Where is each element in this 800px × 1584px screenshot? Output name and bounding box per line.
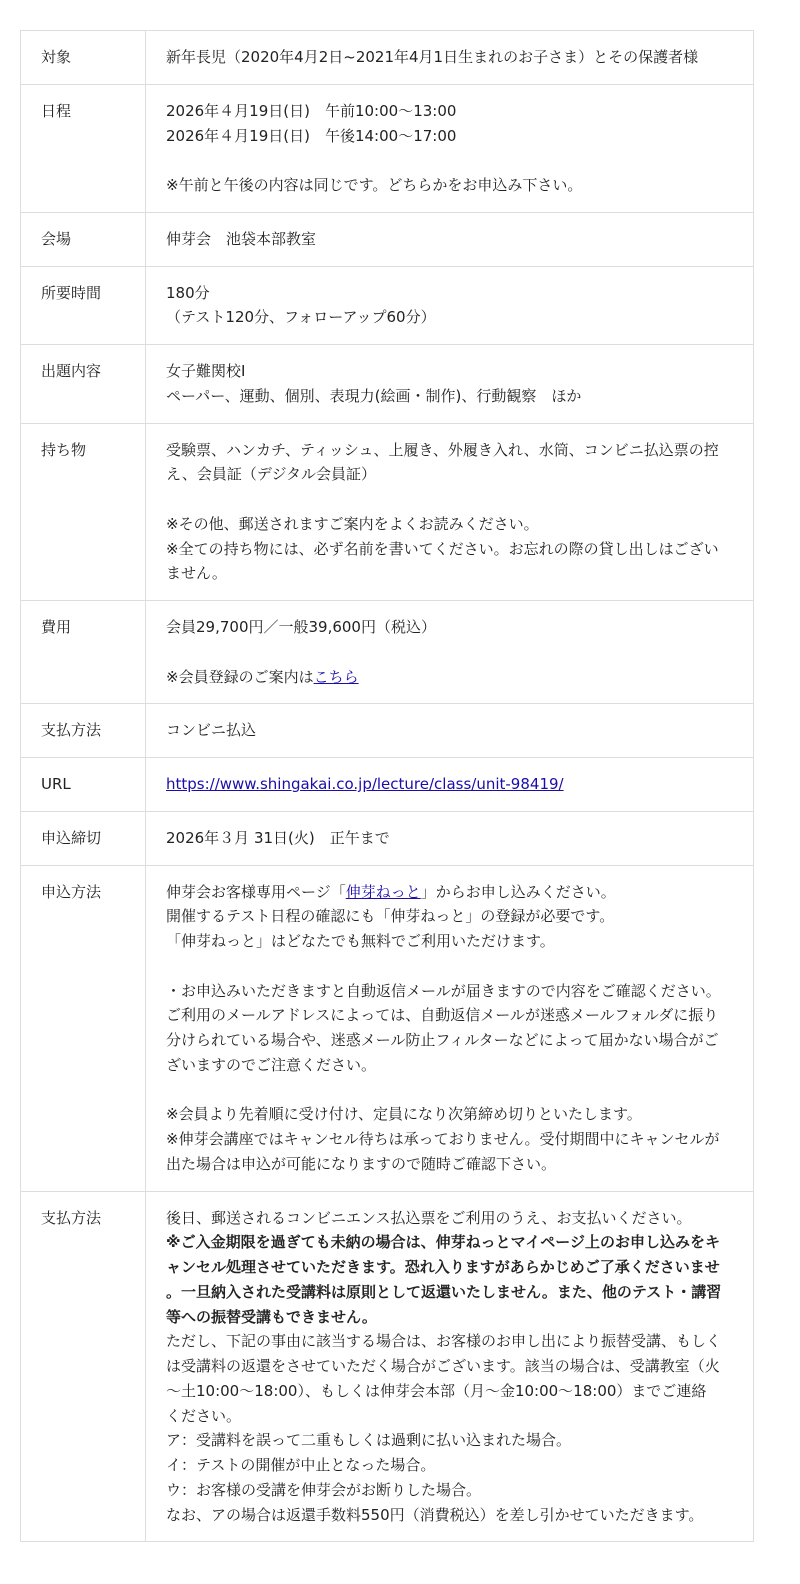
fee-line-1: 会員29,700円／一般39,600円（税込） (166, 618, 436, 636)
apply-line-6: 分けられている場合や、迷惑メール防止フィルターなどによって届かない場合がご (166, 1031, 719, 1049)
label-apply: 申込方法 (21, 865, 146, 1191)
belongings-note-2b: ません。 (166, 564, 227, 583)
duration-line-2: （テスト120分、フォローアップ60分） (166, 308, 436, 327)
label-payment-details: 支払方法 (21, 1191, 146, 1542)
label-belongings: 持ち物 (21, 423, 146, 601)
value-fee (146, 601, 754, 704)
apply-line-3: 「伸芽ねっと」はどなたでも無料でご利用いただけます。 (166, 932, 555, 950)
payment-warning-3: 。一旦納入された受講料は原則として返還いたしません。また、他のテスト・講習 (166, 1282, 722, 1301)
apply-line-7: ざいますのでご注意ください。 (166, 1055, 377, 1074)
row-content (21, 345, 754, 424)
apply-line-1 (166, 880, 733, 905)
value-apply (146, 865, 754, 1191)
payment-warning-2: ャンセル処理させていただきます。恐れ入りますがあらかじめご了承くださいませ (166, 1258, 720, 1276)
apply-line-2: 開催するテスト日程の確認にも「伸芽ねっと」の登録が必要です。 (166, 907, 615, 926)
value-venue (146, 212, 754, 266)
payment-line-5: ください。 (166, 1406, 242, 1425)
payment-line-6: ア：受講料を誤って二重もしくは過剰に払い込まれた場合。 (166, 1431, 572, 1450)
row-schedule (21, 84, 754, 212)
payment-warning-1: ※ご入金期限を過ぎても未納の場合は、伸芽ねっとマイページ上のお申し込みをキ (166, 1233, 720, 1252)
row-apply (21, 865, 754, 1191)
fee-note-prefix: ※会員登録のご案内は (166, 667, 314, 686)
belongings-line-1a: 受験票、ハンカチ、ティッシュ、上履き、外履き入れ、水筒、コンビニ払込票の控 (166, 440, 719, 459)
label-payment-method: 支払方法 (21, 704, 146, 758)
label-duration: 所要時間 (21, 266, 146, 345)
label-deadline: 申込締切 (21, 811, 146, 865)
row-belongings (21, 423, 754, 601)
belongings-line-1b: え、会員証（デジタル会員証） (166, 465, 377, 484)
apply-line-5: ご利用のメールアドレスによっては、自動返信メールが迷惑メールフォルダに振り (166, 1006, 719, 1025)
venue-text: 伸芽会 池袋本部教室 (166, 229, 317, 248)
spacer (166, 640, 733, 665)
course-url-link[interactable]: https://www.shingakai.co.jp/lecture/class/unit-98419/ (166, 775, 564, 793)
membership-info-link[interactable]: こちら (313, 667, 359, 686)
spacer (166, 487, 733, 512)
payment-line-7: イ：テストの開催が中止となった場合。 (166, 1456, 436, 1474)
payment-line-9: なお、アの場合は返還手数料550円（消費税込）を差し引かせていただきます。 (166, 1505, 704, 1524)
value-deadline (146, 811, 754, 865)
payment-warning-4: 等への振替受講もできません。 (166, 1307, 377, 1326)
url-line (166, 772, 733, 797)
apply-line-1-suffix: 」からお申し込みください。 (420, 882, 616, 901)
value-payment-method (146, 704, 754, 758)
row-fee (21, 601, 754, 704)
apply-line-1-prefix: 伸芽会お客様専用ページ「 (166, 882, 346, 901)
event-info-table (20, 30, 754, 1542)
spacer (166, 148, 733, 173)
payment-method-text: コンビニ払込 (166, 721, 257, 740)
value-belongings (146, 423, 754, 601)
target-text: 新年長児（2020年4月2日~2021年4月1日生まれのお子さま）とその保護者様 (166, 48, 699, 66)
spacer (166, 954, 733, 979)
value-payment-details (146, 1191, 754, 1542)
row-target (21, 31, 754, 85)
payment-line-3: は受講料の返還をさせていただく場合がございます。該当の場合は、受講教室（火 (166, 1357, 720, 1375)
value-content (146, 345, 754, 424)
fee-note (166, 665, 733, 690)
apply-line-10: 出た場合は申込が可能になりますので随時ご確認下さい。 (166, 1154, 557, 1173)
shingnet-link[interactable]: 伸芽ねっと (345, 882, 421, 901)
row-url (21, 758, 754, 812)
schedule-line-2: 2026年４月19日(日) 午後14:00〜17:00 (166, 126, 457, 145)
row-deadline (21, 811, 754, 865)
belongings-note-1: ※その他、郵送されますご案内をよくお読みください。 (166, 514, 539, 533)
value-target (146, 31, 754, 85)
apply-line-8: ※会員より先着順に受け付け、定員になり次第締め切りといたします。 (166, 1105, 642, 1124)
row-payment-details (21, 1191, 754, 1542)
label-venue: 会場 (21, 212, 146, 266)
duration-line-1: 180分 (166, 283, 210, 302)
content-line-2: ペーパー、運動、個別、表現力(絵画・制作)、行動観察 ほか (166, 386, 582, 405)
label-content: 出題内容 (21, 345, 146, 424)
value-url (146, 758, 754, 812)
row-duration (21, 266, 754, 345)
schedule-line-1: 2026年４月19日(日) 午前10:00〜13:00 (166, 101, 457, 120)
content-line-1: 女子難関校Ⅰ (166, 362, 246, 380)
row-venue (21, 212, 754, 266)
value-duration (146, 266, 754, 345)
apply-line-4: ・お申込みいただきますと自動返信メールが届きますので内容をご確認ください。 (166, 981, 721, 1000)
spacer (166, 1078, 733, 1103)
payment-line-8: ウ：お客様の受講を伸芽会がお断りした場合。 (166, 1480, 482, 1499)
row-payment-method (21, 704, 754, 758)
deadline-text: 2026年３月 31日(火) 正午まで (166, 828, 390, 847)
apply-line-9: ※伸芽会講座ではキャンセル待ちは承っておりません。受付期間中にキャンセルが (166, 1130, 720, 1148)
belongings-note-2a: ※全ての持ち物には、必ず名前を書いてください。お忘れの際の貸し出しはござい (166, 539, 719, 558)
payment-line-4: 〜土10:00〜18:00）、もしくは伸芽会本部（月〜金10:00〜18:00）までご連絡 (166, 1381, 707, 1400)
value-schedule (146, 84, 754, 212)
label-fee: 費用 (21, 601, 146, 704)
payment-line-2: ただし、下記の事由に該当する場合は、お客様のお申し出により振替受講、もしく (166, 1332, 722, 1351)
payment-line-1: 後日、郵送されるコンビニエンス払込票をご利用のうえ、お支払いください。 (166, 1208, 692, 1227)
label-url: URL (21, 758, 146, 812)
label-schedule: 日程 (21, 84, 146, 212)
schedule-note: ※午前と午後の内容は同じです。どちらかをお申込み下さい。 (166, 176, 583, 194)
label-target: 対象 (21, 31, 146, 85)
